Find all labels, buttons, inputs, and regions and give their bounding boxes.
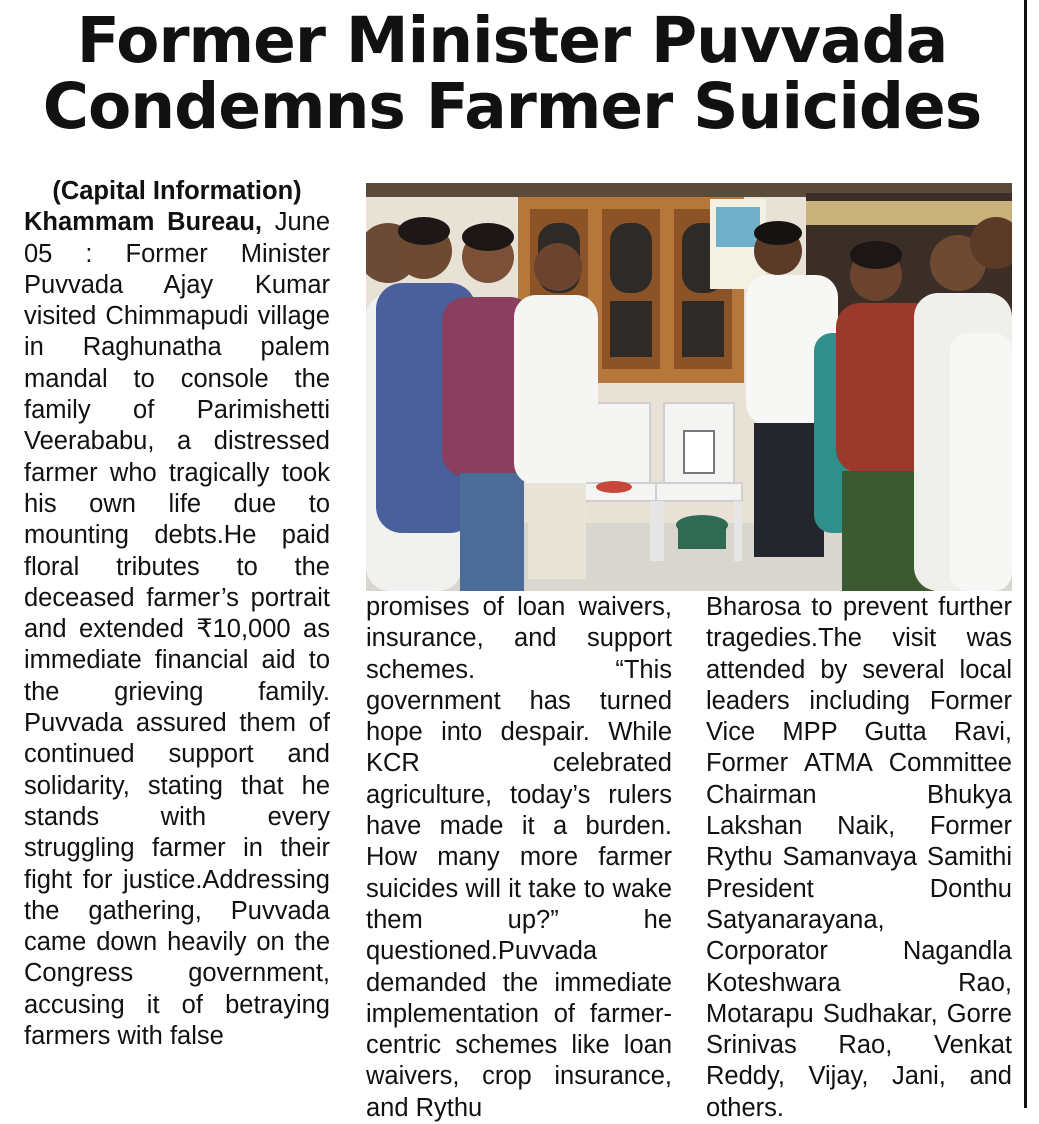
article-column-2	[366, 592, 672, 1124]
article-column-1	[24, 176, 330, 1052]
column-1-body: June 05 : Former Minister Puvvada Ajay Kumar visited Chimmapudi village in Raghunatha palem mandal to console the family of Parimishetti Veerababu, a distressed farmer who tragically took his own life due to mounting debts.He paid floral tributes to the deceased farmer’s portrait and extended ₹10,000 as immediate financial aid to the grieving family. Puvvada assured them of continued support and solidarity, stating that he stands with every struggling farmer in their fight for justice.Addressing the gathering, Puvvada came down heavily on the Congress government, accusing it of betraying farmers with false	[24, 208, 330, 1051]
news-photo	[366, 183, 1012, 591]
headline	[0, 4, 1024, 143]
headline-line-1: Former Minister Puvvada	[76, 4, 948, 77]
column-3-text: Bharosa to prevent further tragedies.The visit was attended by several local leaders including Former Vice MPP Gutta Ravi, Former ATMA Committee Chairman Bhukya Lakshan Naik, Former Rythu Samanvaya Samithi President Donthu Satyanarayana, Corporator Nagandla Koteshwara Rao, Motarapu Sudhakar, Gorre Srinivas Rao, Venkat Reddy, Vijay, Jani, and others.	[706, 593, 1012, 1122]
dateline: Khammam Bureau,	[24, 208, 263, 237]
article-column-3	[706, 592, 1012, 1124]
column-1-text	[24, 207, 330, 1052]
source-credit: (Capital Information)	[52, 177, 302, 205]
headline-line-2: Condemns Farmer Suicides	[42, 70, 982, 143]
column-rule	[1024, 0, 1027, 1108]
photo-illustration	[366, 183, 1012, 591]
column-2-text: promises of loan waivers, insurance, and support schemes. “This government has turned hope into despair. While KCR celebrated agriculture, today’s rulers have made it a burden. How many more farmer suicides will it take to wake them up?” he questioned.Puvvada demanded the immediate implementation of farmer-centric schemes like loan waivers, crop insurance, and Rythu	[366, 593, 672, 1122]
